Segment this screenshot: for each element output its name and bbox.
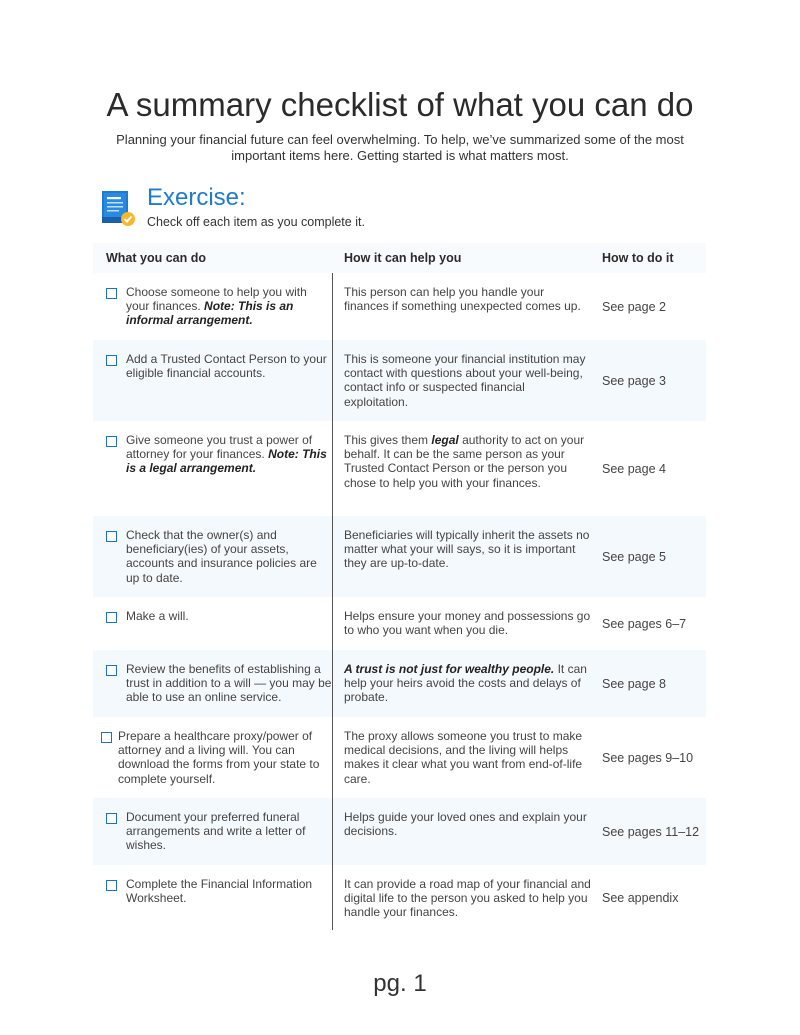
checkbox[interactable]: [106, 612, 117, 623]
column-header-how: How it can help you: [344, 251, 462, 265]
checkbox[interactable]: [106, 813, 117, 824]
item-text: Make a will.: [126, 609, 189, 623]
checkbox[interactable]: [106, 880, 117, 891]
checkbox[interactable]: [106, 355, 117, 366]
page-title: A summary checklist of what you can do: [106, 86, 694, 123]
exercise-title: Exercise:: [147, 184, 246, 211]
benefit-text: The proxy allows someone you trust to make medical decisions, and the living will helps makes it clear what you want from end-of-life care.: [344, 729, 583, 786]
checkbox[interactable]: [106, 531, 117, 542]
benefit-emphasis: A trust is not just for wealthy people.: [344, 662, 555, 676]
item-text: Document your preferred funeral arrangements and write a letter of wishes.: [126, 810, 306, 853]
table-row: [93, 597, 706, 650]
item-text: Check that the owner(s) and beneficiary(ies) of your assets, accounts and insurance policies are up to date.: [126, 528, 317, 585]
table-row: [93, 273, 706, 340]
page-reference: See pages 9–10: [602, 750, 694, 765]
checkbox[interactable]: [106, 288, 117, 299]
exercise-subtitle: Check off each item as you complete it.: [147, 215, 365, 229]
item-text: Complete the Financial Information Worksheet.: [126, 877, 313, 906]
document-check-icon: [100, 188, 138, 228]
page-reference: See page 2: [602, 299, 666, 314]
item-text: Prepare a healthcare proxy/power of attorney and a living will. You can download the forms from your state to complete yourself.: [118, 729, 320, 786]
page-reference: See pages 11–12: [602, 824, 700, 839]
benefit-text: This person can help you handle your finances if something unexpected comes up.: [344, 285, 581, 314]
item-note: Note: This is a legal arrangement.: [126, 447, 327, 476]
checklist-table: [93, 243, 706, 930]
benefit-text: It can provide a road map of your financial and digital life to the person you asked to help you handle your finances.: [344, 877, 591, 920]
table-row: [93, 340, 706, 421]
column-header-where: How to do it: [602, 251, 674, 265]
benefit-text: This is someone your financial institution may contact with questions about your well-being, contact info or suspected financial exploitation.: [344, 352, 586, 409]
item-text: Give someone you trust a power of attorney for your finances.: [126, 433, 313, 462]
benefit-text: This gives them: [344, 433, 432, 447]
table-header-row: [93, 243, 706, 273]
benefit-text: Beneficiaries will typically inherit the assets no matter what your will says, so it is important they are up-to-date.: [344, 528, 590, 571]
page-reference: See page 3: [602, 373, 666, 388]
table-row: [93, 650, 706, 717]
column-header-what: What you can do: [106, 251, 206, 265]
table-row: [93, 865, 706, 930]
benefit-text-rest: authority to act on your behalf. It can be the same person as your Trusted Contact Person or the person you chose to help you with your finances.: [344, 433, 585, 490]
table-row: [93, 516, 706, 597]
page-reference: See pages 6–7: [602, 616, 687, 631]
page-reference: See page 5: [602, 549, 666, 564]
benefit-text: Helps guide your loved ones and explain your decisions.: [344, 810, 587, 839]
table-row: [93, 421, 706, 516]
benefit-emphasis: legal: [431, 433, 459, 447]
page-number: pg. 1: [373, 970, 427, 997]
benefit-text: Helps ensure your money and possessions go to who you want when you die.: [344, 609, 591, 638]
item-text: Choose someone to help you with your finances.: [126, 285, 307, 314]
benefit-text-rest: It can help your heirs avoid the costs and delays of probate.: [344, 662, 587, 705]
page-subtitle: Planning your financial future can feel overwhelming. To help, we’ve summarized some of the most important items here. Getting started is what matters most.: [116, 132, 684, 163]
table-row: [93, 798, 706, 865]
checkbox[interactable]: [101, 732, 112, 743]
item-text: Add a Trusted Contact Person to your eligible financial accounts.: [126, 352, 327, 381]
page-reference: See page 4: [602, 461, 666, 476]
page-reference: See page 8: [602, 676, 666, 691]
item-note: Note: This is an informal arrangement.: [126, 299, 294, 328]
page-reference: See appendix: [602, 890, 679, 905]
checkbox[interactable]: [106, 665, 117, 676]
item-text: Review the benefits of establishing a trust in addition to a will — you may be able to use an online service.: [126, 662, 332, 705]
checkbox[interactable]: [106, 436, 117, 447]
table-row: [93, 717, 706, 798]
